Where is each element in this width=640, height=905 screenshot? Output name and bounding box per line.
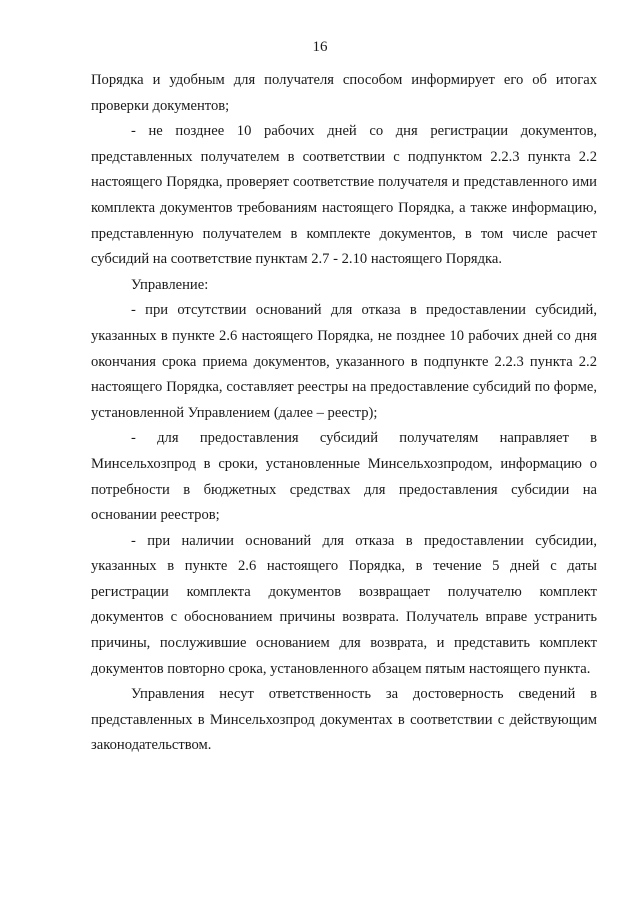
- document-body: [91, 68, 597, 759]
- paragraph-document-check: - не позднее 10 рабочих дней со дня регистрации документов, представленных получателем в соответствии с подпунктом 2.2.3 пункта 2.2 настоящего Порядка, проверяет соответствие получателя и представленного ими комплекта документов требованиям настоящего Порядка, а также информацию, представленную получателем в комплекте документов, в том числе расчет субсидий на соответствие пунктам 2.7 - 2.10 настоящего Порядка.: [91, 123, 597, 268]
- paragraph-management-heading: Управление:: [131, 276, 209, 293]
- paragraph-refusal: - при наличии оснований для отказа в предоставлении субсидии, указанных в пункте 2.6 настоящего Порядка, в течение 5 дней с даты регистрации комплекта документов возвращает получателю комплект документов с обоснованием причины возврата. Получатель вправе устранить причины, послужившие основанием для возврата, и представить комплект документов повторно срока, установленного абзацем пятым настоящего пункта.: [91, 532, 597, 677]
- paragraph-budget-info: - для предоставления субсидий получателям направляет в Минсельхозпрод в сроки, установленные Минсельхозпродом, информацию о потребности в бюджетных средствах для предоставления субсидии на основании реестров;: [91, 430, 597, 524]
- paragraph-responsibility: Управления несут ответственность за достоверность сведений в представленных в Минсельхозпрод документах в соответствии с действующим законодательством.: [91, 686, 597, 754]
- paragraph-continuation: Порядка и удобным для получателя способом информирует его об итогах проверки документов;: [91, 72, 597, 114]
- page-number: 16: [312, 39, 328, 55]
- paragraph-registry: - при отсутствии оснований для отказа в предоставлении субсидий, указанных в пункте 2.6 настоящего Порядка, не позднее 10 рабочих дней со дня окончания срока приема документов, указанного в подпункте 2.2.3 пункта 2.2 настоящего Порядка, составляет реестры на предоставление субсидий по форме, установленной Управлением (далее – реестр);: [91, 302, 597, 421]
